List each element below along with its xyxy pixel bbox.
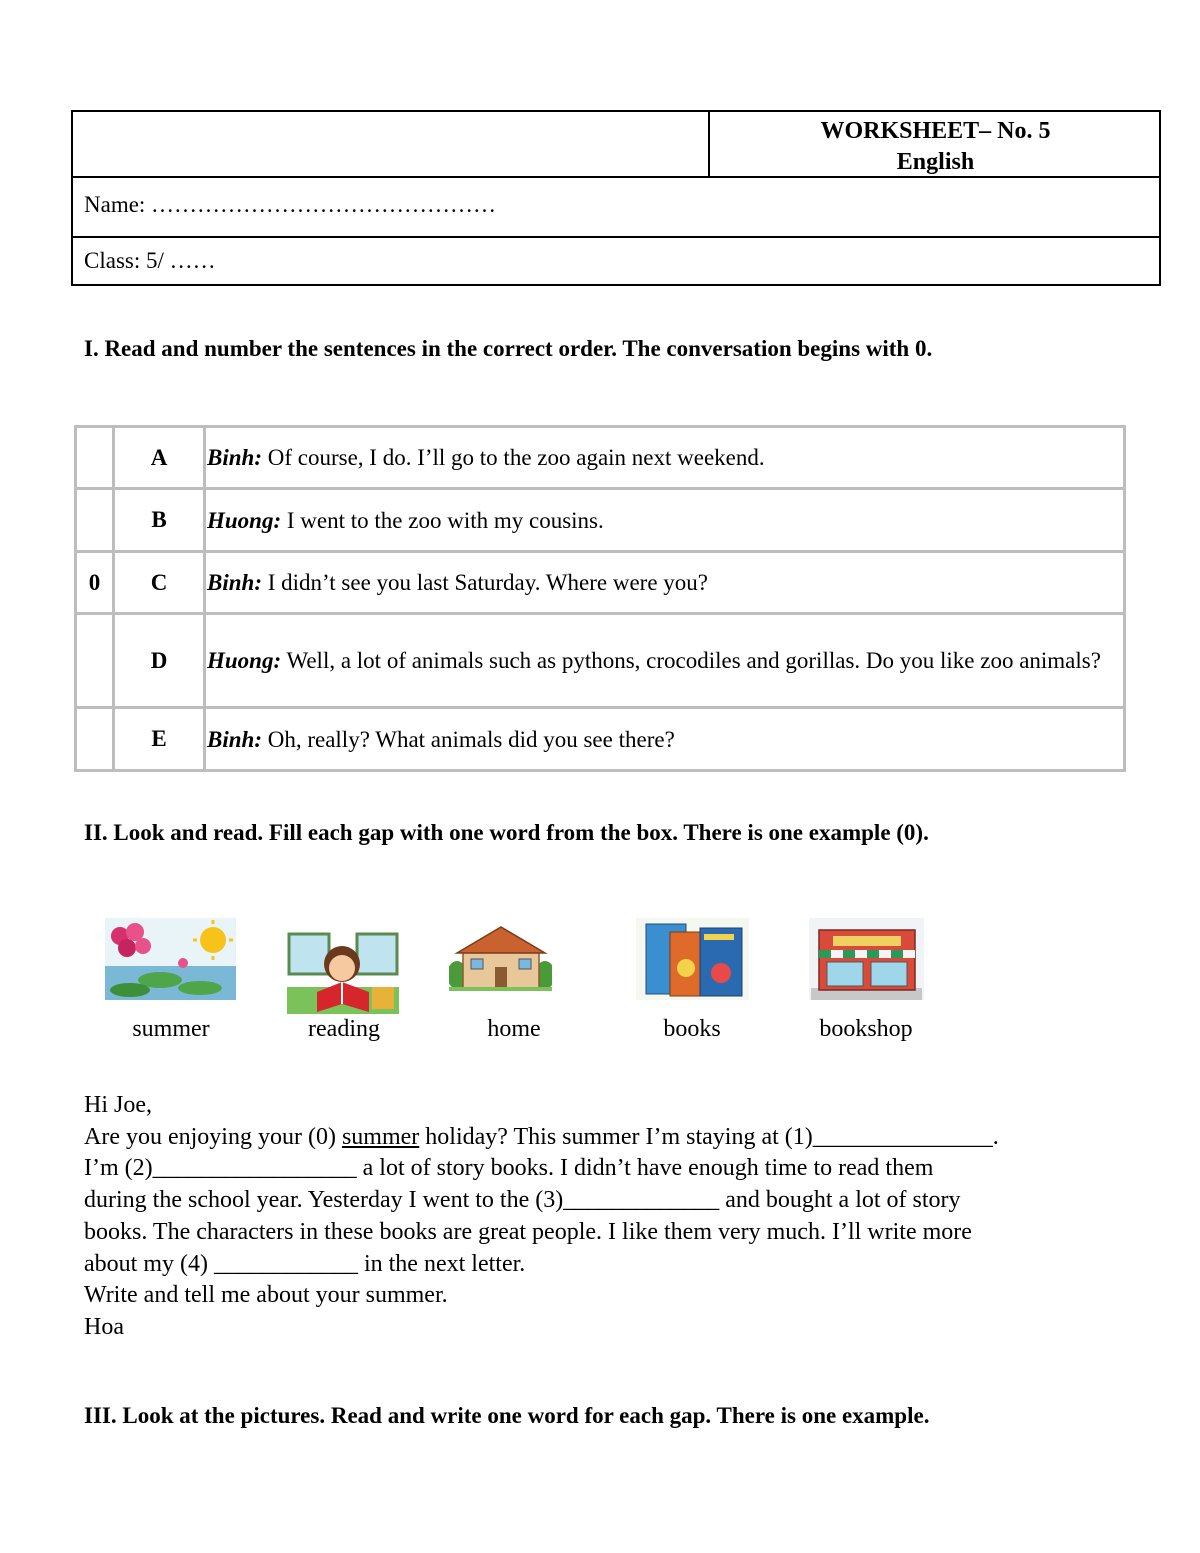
order-number-cell[interactable]: [76, 427, 114, 489]
letter-line-6: Write and tell me about your summer.: [84, 1282, 448, 1309]
section3-title: III. Look at the pictures. Read and write one word for each gap. There is one example.: [84, 1403, 930, 1428]
example-answer: summer: [341, 1123, 420, 1150]
word-reading: reading: [308, 1016, 380, 1042]
order-number-cell[interactable]: [76, 614, 114, 708]
sentence-letter: E: [114, 708, 205, 771]
section1-title: I. Read and number the sentences in the correct order. The conversation begins with 0.: [84, 336, 933, 361]
table-row: [76, 614, 1125, 708]
sentence-letter: A: [114, 427, 205, 489]
table-row: [76, 552, 1125, 614]
letter-greeting: Hi Joe,: [84, 1092, 152, 1118]
utterance: I went to the zoo with my cousins.: [281, 507, 604, 533]
table-row: [76, 708, 1125, 771]
utterance: Oh, really? What animals did you see there?: [261, 726, 675, 752]
utterance: Of course, I do. I’ll go to the zoo again next weekend.: [261, 445, 765, 470]
header-title-cell: [710, 112, 1161, 176]
letter-line-5[interactable]: about my (4) ____________ in the next letter.: [84, 1250, 526, 1277]
letter-line-1: [84, 1122, 1144, 1154]
summer-picture: [105, 918, 236, 1000]
letter-line-3[interactable]: during the school year. Yesterday I went to the (3)_____________ and bought a lot of story: [84, 1187, 961, 1214]
word-bookshop: bookshop: [819, 1016, 913, 1042]
letter-text: [84, 1090, 1144, 1344]
books-picture: [636, 918, 749, 1000]
sentence-text: [205, 614, 1125, 708]
letter-line-2[interactable]: I’m (2)_________________ a lot of story books. I didn’t have enough time to read them: [84, 1155, 934, 1182]
header-blank-cell: [73, 112, 710, 176]
sentence-letter: B: [114, 489, 205, 552]
name-field[interactable]: Name: ………………………………………: [73, 178, 1159, 238]
letter-line-4: books. The characters in these books are great people. I like them very much. I’ll write more: [84, 1218, 972, 1245]
section2-title: II. Look and read. Fill each gap with one word from the box. There is one example (0).: [84, 820, 929, 845]
header-top-row: [73, 112, 1159, 178]
speaker: Huong:: [207, 648, 282, 673]
word-books: books: [663, 1016, 721, 1042]
order-number-cell[interactable]: [76, 489, 114, 552]
utterance: Well, a lot of animals such as pythons, crocodiles and gorillas. Do you like zoo animals?: [281, 648, 1101, 673]
speaker: Huong:: [207, 507, 282, 533]
worksheet-header: [71, 110, 1161, 286]
word-summer: summer: [132, 1016, 210, 1042]
letter-signature: Hoa: [84, 1313, 124, 1340]
speaker: Binh:: [207, 570, 262, 595]
utterance: I didn’t see you last Saturday. Where were you?: [261, 570, 709, 595]
reading-picture: [287, 932, 399, 1014]
sentence-text: [205, 427, 1125, 489]
speaker: Binh:: [207, 445, 262, 470]
sentence-text: [205, 552, 1125, 614]
sentence-text: [205, 708, 1125, 771]
gap-1[interactable]: holiday? This summer I’m staying at (1)_______________.: [419, 1123, 999, 1150]
table-row: [76, 427, 1125, 489]
home-picture: [449, 923, 552, 991]
bookshop-picture: [809, 918, 924, 1000]
sentence-letter: C: [114, 552, 205, 614]
sentence-letter: D: [114, 614, 205, 708]
sentence-text: [205, 489, 1125, 552]
order-number-cell[interactable]: 0: [76, 552, 114, 614]
word-home: home: [487, 1016, 541, 1042]
letter-text-span: Are you enjoying your (0): [84, 1123, 342, 1150]
worksheet-title: WORKSHEET– No. 5: [820, 118, 1051, 144]
order-number-cell[interactable]: [76, 708, 114, 771]
speaker: Binh:: [207, 726, 262, 752]
table-row: [76, 489, 1125, 552]
order-table: [74, 425, 1126, 772]
class-field[interactable]: Class: 5/ ……: [84, 248, 216, 273]
worksheet-subject: English: [896, 149, 975, 175]
